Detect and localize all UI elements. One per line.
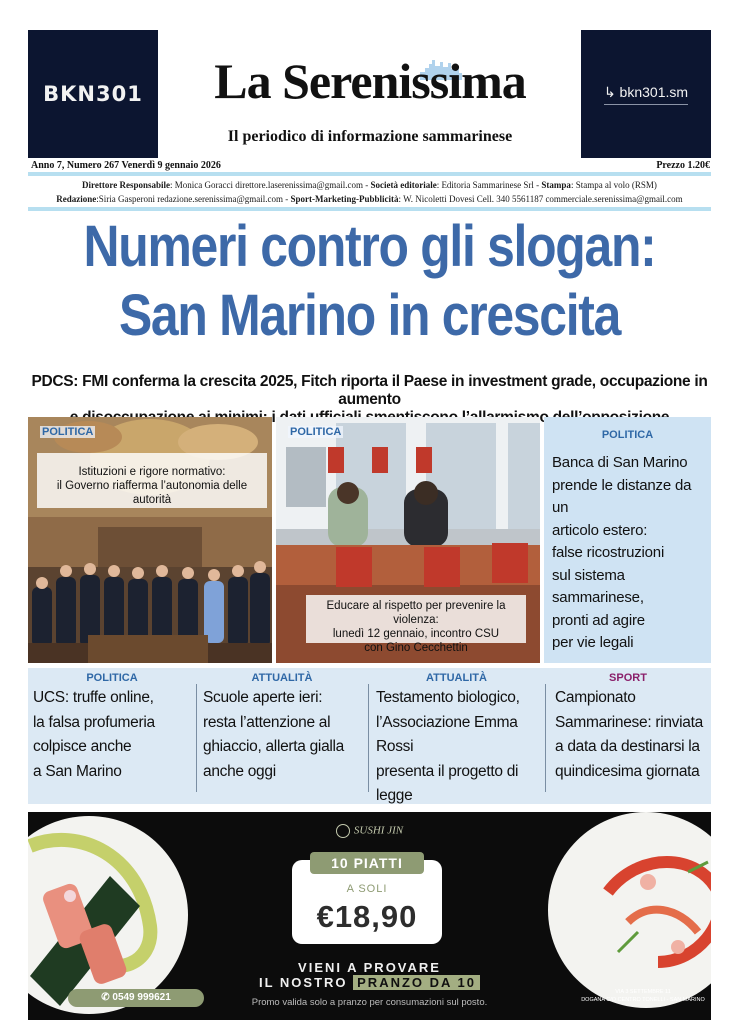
- brief-text: Campionato Sammarinese: rinviata a data da destinarsi la quindicesima giornata: [555, 689, 703, 780]
- photo-story-violence-prevention[interactable]: [276, 417, 540, 663]
- brief-campionato[interactable]: [545, 668, 711, 804]
- photo-a-caption: Istituzioni e rigore normativo: il Governo riafferma l’autonomia delle autorità: [37, 453, 267, 508]
- bkn301-url: ↳ bkn301.sm: [604, 84, 688, 105]
- brief-text: Testamento biologico, l’Associazione Emma Rossi presenta il progetto di legge: [376, 689, 520, 804]
- credits-line-1: Direttore Responsabile: Monica Goracci direttore.laserenissima@gmail.com - Società editoriale: Editoria Sammarinese Srl - Stampa: Stampa al volo (RSM): [82, 180, 657, 190]
- main-headline[interactable]: [76, 212, 663, 350]
- issue-info: Anno 7, Numero 267 Venerdì 9 gennaio 2026: [31, 160, 221, 171]
- promo-line-2: IL NOSTRO PRANZO DA 10: [28, 975, 711, 990]
- a-soli-label: A SOLI: [346, 883, 388, 895]
- bkn301-right-ad[interactable]: [581, 30, 711, 158]
- issue-price: Prezzo 1.20€: [656, 160, 710, 171]
- brief-tag: ATTUALITÀ: [251, 672, 313, 684]
- photo-a-tag: POLITICA: [42, 426, 94, 438]
- piatti-pill: 10 PIATTI: [310, 852, 424, 874]
- promo-price: €18,90: [316, 899, 418, 934]
- sushi-jin-brand: SUSHI JIN: [28, 824, 711, 838]
- headline-line-1: Numeri contro gli slogan:: [83, 214, 656, 279]
- promo-note: Promo valida solo a pranzo per consumazioni sul posto.: [251, 997, 488, 1008]
- brief-scuole-aperte[interactable]: [196, 668, 368, 804]
- sushi-jin-advert[interactable]: [28, 812, 711, 1020]
- photo-story-institutions[interactable]: [28, 417, 272, 663]
- brief-text: Scuole aperte ieri: resta l’attenzione al ghiaccio, allerta gialla anche oggi: [203, 689, 344, 780]
- brief-ucs-truffe[interactable]: [28, 668, 196, 804]
- side-story-tag: POLITICA: [601, 429, 654, 441]
- sushi-jin-logo-icon: [336, 824, 350, 838]
- headline-line-2: San Marino in crescita: [118, 283, 621, 348]
- header-rule-bottom: [28, 207, 711, 211]
- bkn301-logo: BKN301: [43, 82, 143, 106]
- main-subhead: PDCS: FMI conferma la crescita 2025, Fitch riporta il Paese in investment grade, occupazione in aumento i: [31, 373, 708, 426]
- brief-text: UCS: truffe online, la falsa profumeria colpisce anche a San Marino: [33, 689, 155, 780]
- brief-tag: ATTUALITÀ: [426, 672, 487, 684]
- side-story-banca-san-marino[interactable]: [544, 417, 711, 663]
- credits-line-2: Redazione:Siria Gasperoni redazione.serenissima@gmail.com - Sport-Marketing-Pubblicità: W. Nicoletti Dovesi Cell. 340 5561187 commerciale.serenissima@gmail.com: [56, 194, 683, 204]
- brief-testamento-biologico[interactable]: [368, 668, 545, 804]
- side-story-text: Banca di San Marino prende le distanze da un articolo estero: false ricostruzioni sul sistema sammarinese, pronti ad agire per vie legali: [552, 454, 692, 651]
- brief-tag: POLITICA: [86, 672, 138, 684]
- restaurant-address: VIA 3 SETTEMBRE 11 DOGANA C/O CENTRO TONELLI - SAN MARINO: [581, 989, 705, 1003]
- photo-b-tag: POLITICA: [290, 426, 342, 438]
- bkn301-left-ad[interactable]: [28, 30, 158, 158]
- masthead-title: La Serenissima: [214, 53, 526, 109]
- header-rule-top: [28, 172, 711, 176]
- photo-b-caption: Educare al rispetto per prevenire la violenza: lunedì 12 gennaio, incontro CSU con Gino Cecchettin: [306, 595, 526, 643]
- masthead-subtitle: Il periodico di informazione sammarinese: [227, 128, 513, 145]
- brief-tag: SPORT: [609, 672, 647, 684]
- phone-number-button[interactable]: ✆ 0549 999621: [68, 989, 204, 1007]
- promo-line-1: VIENI A PROVARE: [298, 960, 441, 975]
